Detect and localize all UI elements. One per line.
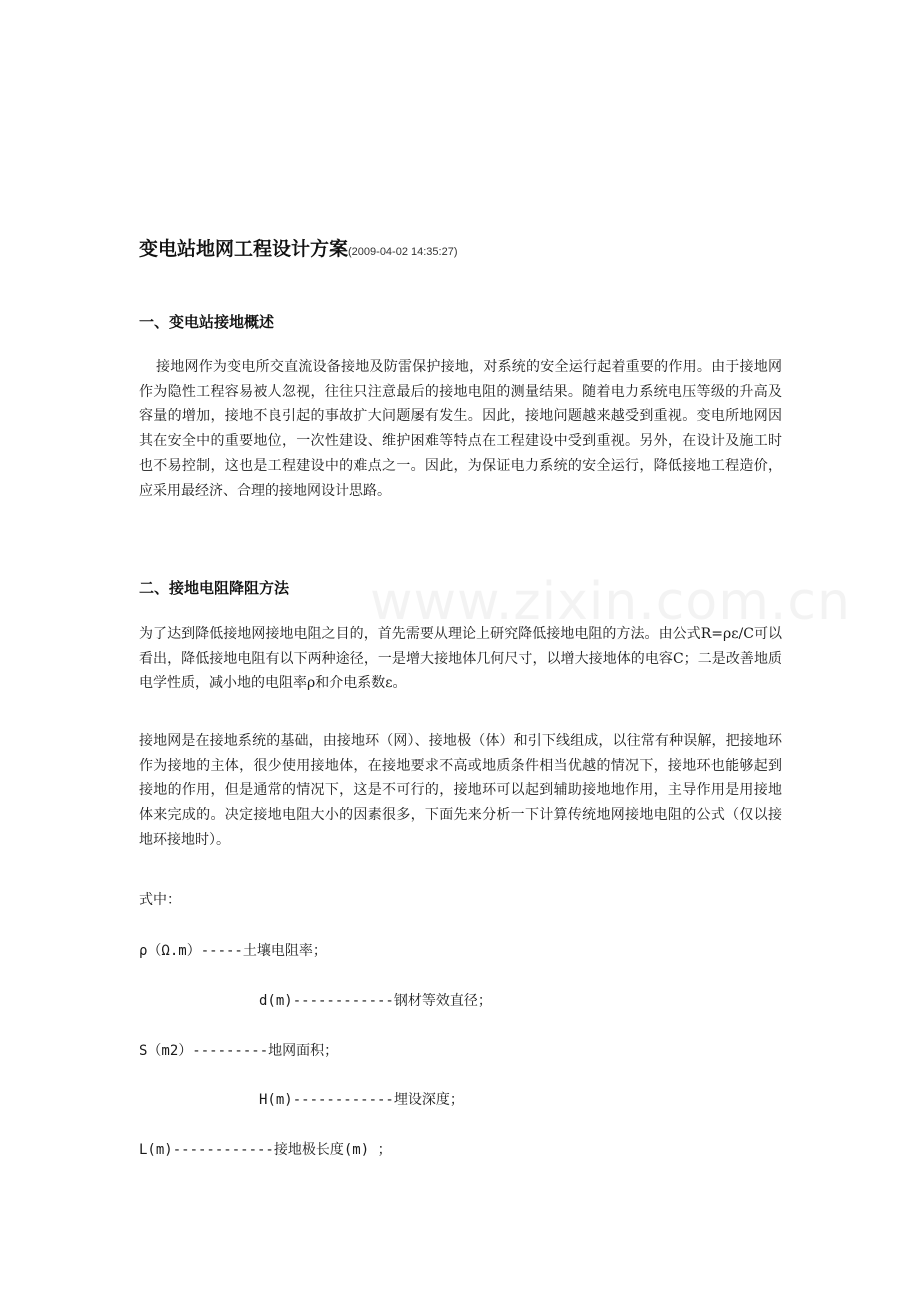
- section1-paragraph: 接地网作为变电所交直流设备接地及防雷保护接地，对系统的安全运行起着重要的作用。由于接地网作为隐性工程容易被人忽视，往往只注意最后的接地电阻的测量结果。随着电力系统电压等级的升高及容量的增加，接地不良引起的事故扩大问题屡有发生。因此，接地问题越来越受到重视。变电所地网因其在安全中的重要地位，一次性建设、维护困难等特点在工程建设中受到重视。另外，在设计及施工时也不易控制，这也是工程建设中的难点之一。因此，为保证电力系统的安全运行，降低接地工程造价，应采用最经济、合理的接地网设计思路。: [139, 359, 782, 499]
- watermark-text: www.zixin.com.cn: [370, 572, 851, 632]
- section2-heading: 二、接地电阻降阻方法: [139, 579, 290, 597]
- formula-label: 式中：: [139, 892, 181, 908]
- definition-length: L(m)------------接地极长度(m) ；: [139, 1142, 392, 1158]
- title-text: 变电站地网工程设计方案: [139, 238, 349, 260]
- definition-depth: H(m)------------埋设深度；: [259, 1092, 464, 1108]
- section2-paragraph-1: 为了达到降低接地网接地电阻之目的，首先需要从理论上研究降低接地电阻的方法。由公式R=ρε/C可以看出，降低接地电阻有以下两种途径，一是增大接地体几何尺寸，以增大接地体的电容C；二是改善地质电学性质，减小地的电阻率ρ和介电系数ε。: [139, 626, 782, 692]
- title-timestamp: (2009-04-02 14:35:27): [348, 246, 458, 258]
- definition-diameter: d(m)------------钢材等效直径；: [259, 993, 492, 1009]
- section1-heading: 一、变电站接地概述: [139, 313, 275, 331]
- section2-paragraph-2: 接地网是在接地系统的基础，由接地环（网）、接地极（体）和引下线组成，以往常有种误解，把接地环作为接地的主体，很少使用接地体，在接地要求不高或地质条件相当优越的情况下，接地环也能够起到接地的作用，但是通常的情况下，这是不可行的，接地环可以起到辅助接地地作用，主导作用是用接地体来完成的。决定接地电阻大小的因素很多，下面先来分析一下计算传统地网接地电阻的公式（仅以接地环接地时）。: [139, 733, 782, 848]
- document-title: [139, 234, 457, 261]
- definition-area: S（m2）---------地网面积；: [139, 1043, 339, 1059]
- definition-resistivity: ρ（Ω.m）-----土壤电阻率；: [139, 943, 327, 959]
